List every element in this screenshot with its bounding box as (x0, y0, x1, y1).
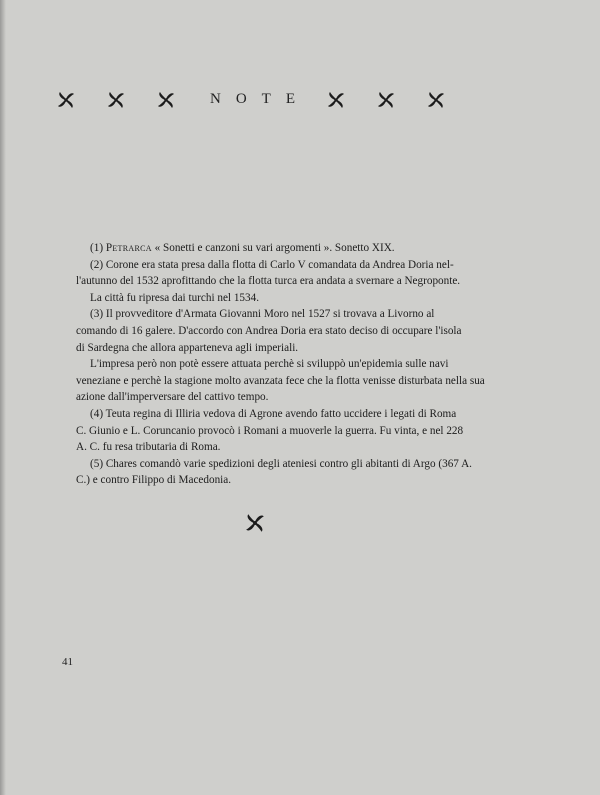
note-2-line: La città fu ripresa dai turchi nel 1534. (90, 291, 259, 304)
note-4-line: (4) Teuta regina di Illiria vedova di Agrone avendo fatto uccidere i legati di Roma (90, 407, 457, 420)
note-4-line: A. C. fu resa tributaria di Roma. (76, 441, 221, 454)
note-3-line: comando di 16 galere. D'accordo con Andrea Doria era stato deciso di occupare l'isola (76, 324, 462, 337)
page-title: NOTE (210, 91, 310, 107)
note-1-number: (1) (90, 242, 104, 254)
note-3-line: (3) Il provveditore d'Armata Giovanni Moro nel 1527 si trovava a Livorno al (90, 308, 435, 321)
note-4-line: C. Giunio e L. Coruncanio provocò i Romani a muoverle la guerra. Fu vinta, e nel 228 (76, 424, 464, 437)
note-3-line: di Sardegna che allora apparteneva agli imperiali. (76, 341, 299, 354)
note-1-author: Petrarca (105, 242, 152, 254)
page-edge-shadow (0, 0, 6, 795)
fleuron-icon (244, 512, 266, 534)
fleuron-icon (426, 90, 446, 110)
fleuron-icon (156, 90, 176, 110)
fleuron-icon (106, 90, 126, 110)
note-3-line: L'impresa però non potè essere attuata perchè si sviluppò un'epidemia sulle navi (90, 358, 449, 371)
note-5-line: C.) e contro Filippo di Macedonia. (76, 474, 232, 487)
fleuron-icon (326, 90, 346, 110)
note-5-line: (5) Chares comandò varie spedizioni degli ateniesi contro gli abitanti di Argo (367 A. (90, 457, 472, 470)
notes-header (48, 90, 448, 114)
fleuron-icon (56, 90, 76, 110)
note-1-text: « Sonetti e canzoni su vari argomenti ». Sonetto XIX. (154, 242, 395, 254)
note-2-line: l'autunno del 1532 aprofittando che la flotta turca era andata a svernare a Negroponte. (76, 275, 461, 288)
note-3-line: azione dall'imperversare del cattivo tempo. (76, 391, 269, 404)
fleuron-icon (376, 90, 396, 110)
notes-body (76, 240, 528, 489)
note-3-line: veneziane e perchè la stagione molto avanzata fece che la flotta venisse disturbata nella sua (76, 374, 485, 387)
page-number: 41 (62, 656, 73, 668)
note-2-line: (2) Corone era stata presa dalla flotta di Carlo V comandata da Andrea Doria nel- (90, 258, 454, 271)
note-1 (76, 240, 528, 257)
